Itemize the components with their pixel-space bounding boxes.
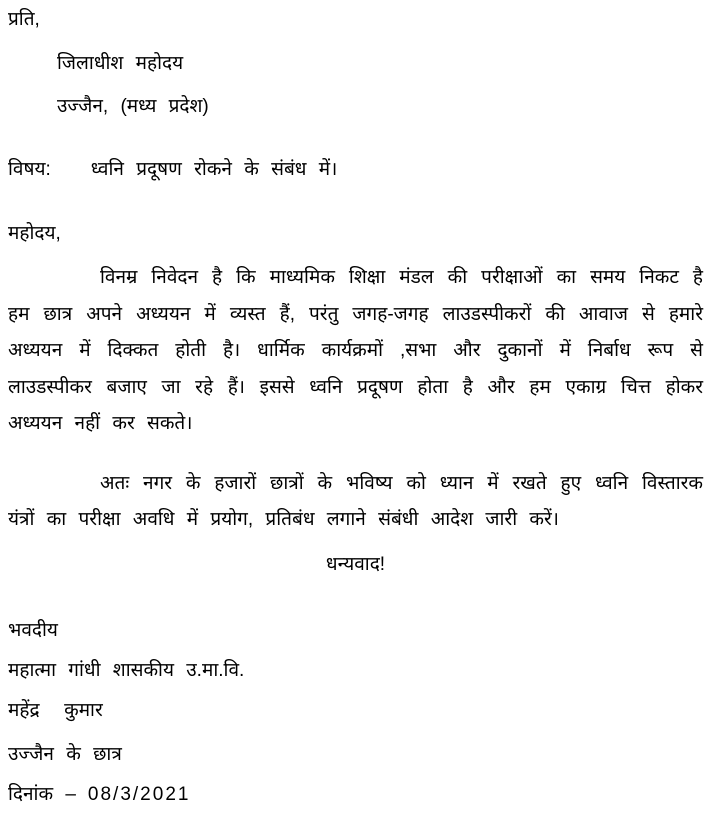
signature-role: उज्जैन के छात्र [8,743,122,765]
subject-label: विषय: [8,159,51,180]
date-value: 08/3/2021 [87,783,191,805]
subject-row [8,158,703,182]
date-label: दिनांक – [8,783,76,805]
signature-school: महात्मा गांधी शासकीय उ.मा.वि. [8,659,245,681]
thanks-line: धन्यवाद! [325,553,386,575]
letter-to-label: प्रति, [8,9,40,30]
body-paragraph-1: विनम्र निवेदन है कि माध्यमिक शिक्षा मंडल की परीक्षाओं का समय निकट है हम छात्र अपने अध्ययन में व्यस्त हैं, परंतु जगह-जगह लाउडस्पीकरों की आवाज से हमारे अध्ययन में दिक्कत होती है। धार्मिक कार्यक्रमों ,सभा और दुकानों में निर्बाध रूप से लाउडस्पीकर बजाए जा रहे हैं। इससे ध्वनि प्रदूषण होता है और हम एकाग्र चित्त होकर अध्ययन नहीं कर सकते। [8,267,703,434]
body-paragraph-2: अतः नगर के हजारों छात्रों के भविष्य को ध्यान में रखते हुए ध्वनि विस्तारक यंत्रों का परीक्षा अवधि में प्रयोग, प्रतिबंध लगाने संबंधी आदेश जारी करें। [8,472,703,530]
date-line [8,783,703,807]
recipient-address: उज्जैन, (मध्य प्रदेश) [57,96,209,117]
closing-line: भवदीय [8,619,58,641]
recipient-name: जिलाधीश महोदय [57,53,184,74]
subject-text: ध्वनि प्रदूषण रोकने के संबंध में। [90,159,338,180]
signature-name: महेंद्र कुमार [8,699,103,721]
greeting: महोदय, [8,223,61,244]
